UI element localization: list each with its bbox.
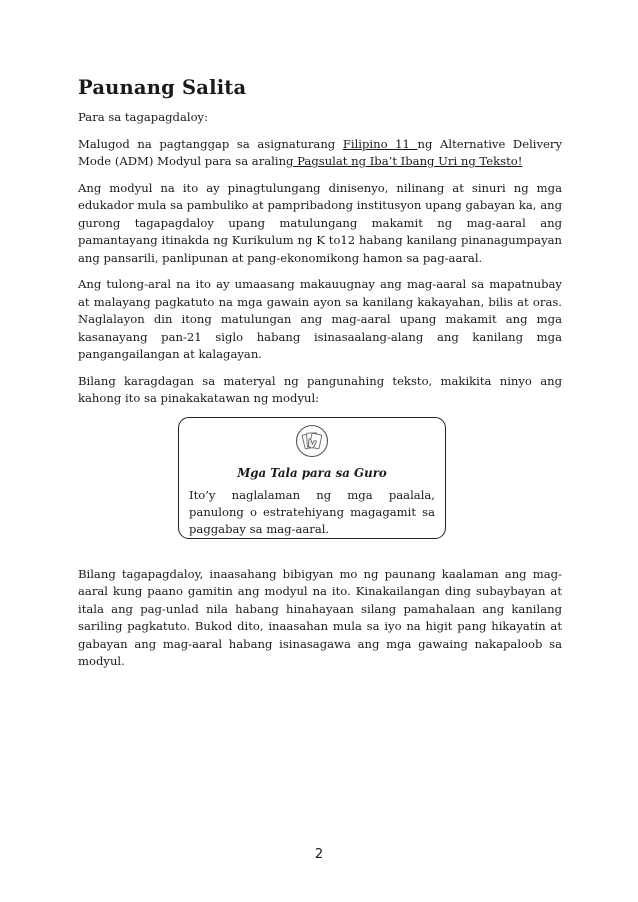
intro-text-1: Malugod na pagtanggap sa asignaturang: [78, 136, 343, 151]
page-number: 2: [314, 847, 324, 862]
teacher-notes-box: [178, 417, 446, 539]
page-content: [78, 76, 562, 680]
subject-name: Filipino 11: [342, 136, 418, 151]
box-body: Ito’y naglalaman ng mga paalala, panulong o estratehiyang magagamit sa paggabay sa mag-aaral.: [189, 487, 435, 536]
page-title: Paunang Salita: [78, 76, 247, 99]
paragraph-box-intro: Bilang karagdagan sa materyal ng pangunahing teksto, makikita ninyo ang kahong ito sa pinakakatawan ng modyul:: [78, 373, 562, 405]
paragraph-purpose: Ang tulong-aral na ito ay umaasang makauugnay ang mag-aaral sa mapatnubay at malayang pagkatuto na mga gawain ayon sa kanilang kakayahan, bilis at oras. Naglalayon din itong matulungan ang mag-aaral upang makamit ang mga kasanayang pan-21 siglo habang isinasaalang-alang ang kanilang mga pangangailangan at kalagayan.: [78, 277, 562, 361]
intro-text-2: ng Alternative Delivery Mode (ADM) Modyul para sa aralin: [78, 136, 562, 168]
box-title: Mga Tala para sa Guro: [237, 465, 387, 480]
intro-paragraph: [78, 136, 562, 171]
lesson-title: g Pagsulat ng Iba’t Ibang Uri ng Teksto!: [286, 154, 523, 168]
paragraph-design: Ang modyul na ito ay pinagtulungang dinisenyo, nilinang at sinuri ng mga edukador mula sa pambuliko at pampribadong institusyon upang gabayan ka, ang gurong tagapagdaloy upang matulungang makamit ng mag-aaral ang pamantayang itinakda ng Kurikulum ng K to12 habang kanilang pinanagumpayan ang pansarili, panlipunan at pang-ekonomikong hamon sa pag-aaral.: [78, 180, 562, 265]
notes-cards-icon: [189, 424, 435, 460]
greeting: Para sa tagapagdaloy:: [78, 110, 209, 124]
paragraph-facilitator: Bilang tagapagdaloy, inaasahang bibigyan mo ng paunang kaalaman ang mag-aaral kung paano gamitin ang modyul na ito. Kinakailangan ding subaybayan at itala ang pag-unlad nila habang hinahayaan silang pamahalaan ang kanilang sariling pagkatuto. Bukod dito, inaasahan mula sa iyo na higit pang hikayatin at gabayan ang mag-aaral habang isinasagawa ang mga gawaing nakapaloob sa modyul.: [78, 566, 562, 668]
